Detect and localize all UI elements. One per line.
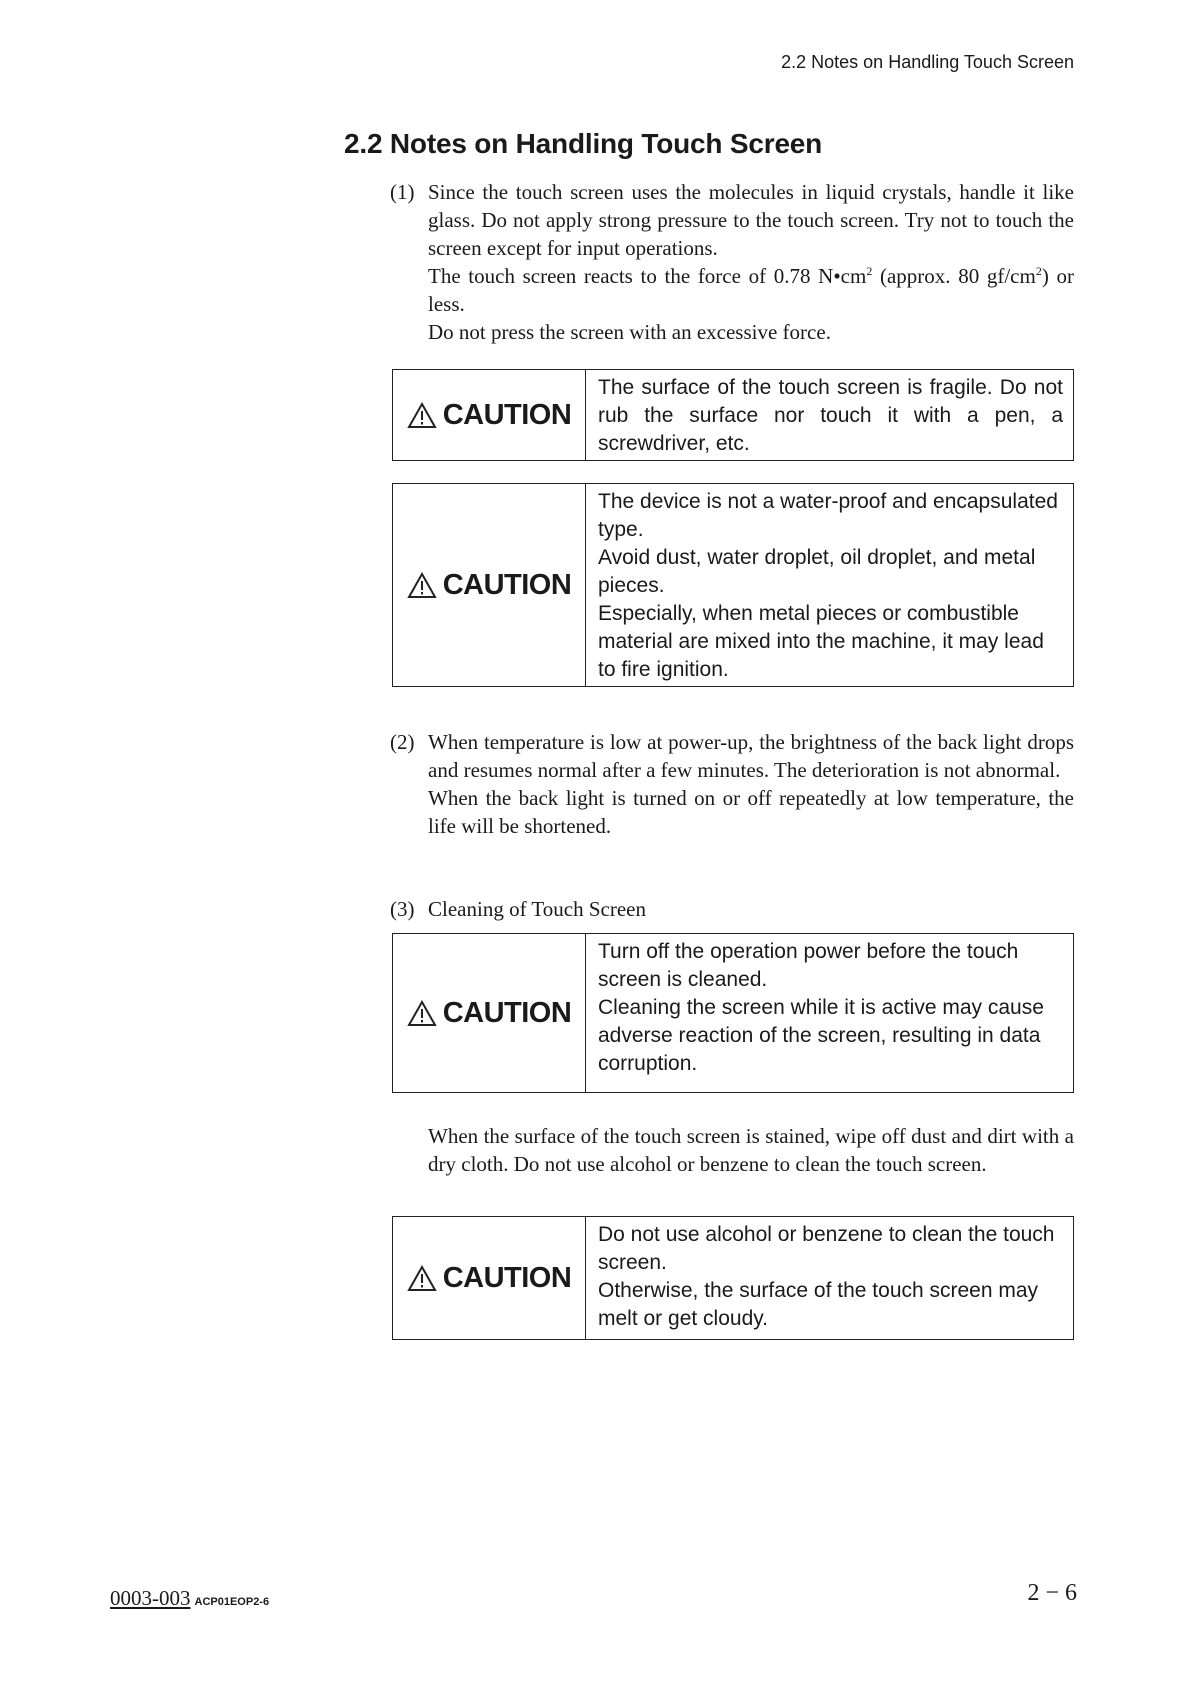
caution-message: Turn off the operation power before the touch screen is cleaned. Cleaning the screen while it is active may cause adverse reaction of the screen, resulting in data corruption. bbox=[598, 940, 1044, 1075]
footer-doc-code: 0003-003 ACP01EOP2-6 bbox=[110, 1586, 270, 1610]
caution-message: Do not use alcohol or benzene to clean the touch screen. Otherwise, the surface of the touch screen may melt or get cloudy. bbox=[598, 1223, 1055, 1330]
note-item-1 bbox=[390, 178, 1074, 346]
warning-triangle-icon bbox=[407, 572, 437, 599]
caution-box-power-off bbox=[392, 933, 1074, 1093]
note-heading: Cleaning of Touch Screen bbox=[428, 897, 646, 921]
warning-triangle-icon bbox=[407, 1265, 437, 1292]
caution-label: CAUTION bbox=[393, 484, 586, 686]
note-item-2 bbox=[390, 728, 1074, 840]
note-text: Do not press the screen with an excessive force. bbox=[428, 320, 831, 344]
note-number: (1) bbox=[390, 180, 415, 204]
section-title: 2.2 Notes on Handling Touch Screen bbox=[344, 128, 823, 159]
page-number: 2 − 6 bbox=[1027, 1580, 1077, 1606]
caution-label: CAUTION bbox=[393, 934, 586, 1092]
warning-triangle-icon bbox=[407, 1000, 437, 1027]
note-text: Since the touch screen uses the molecules in liquid crystals, handle it like glass. Do not apply strong pressure to the touch screen. Try not to touch the screen except for input operations. bbox=[428, 180, 1074, 260]
note-text: When the back light is turned on or off repeatedly at low temperature, the life will be shortened. bbox=[428, 786, 1074, 838]
caution-box-fragile bbox=[392, 369, 1074, 461]
caution-box-alcohol bbox=[392, 1216, 1074, 1340]
warning-triangle-icon bbox=[407, 402, 437, 429]
caution-label: CAUTION bbox=[393, 370, 586, 460]
caution-box-waterproof bbox=[392, 483, 1074, 687]
running-header: 2.2 Notes on Handling Touch Screen bbox=[781, 52, 1074, 72]
note-text-force: The touch screen reacts to the force of 0.78 $N•cm^2$ (approx. 80 $gf/cm^2$) or less. bbox=[428, 264, 1074, 316]
cleaning-note: When the surface of the touch screen is stained, wipe off dust and dirt with a dry cloth. Do not use alcohol or benzene to clean the touch screen. bbox=[428, 1124, 1074, 1176]
note-text: When temperature is low at power-up, the brightness of the back light drops and resumes normal after a few minutes. The deterioration is not abnormal. bbox=[428, 730, 1074, 782]
note-number: (2) bbox=[390, 730, 415, 754]
caution-message: The device is not a water-proof and encapsulated type. Avoid dust, water droplet, oil droplet, and metal pieces. Especially, when metal pieces or combustible material are mixed into the machine, it may lead to fire ignition. bbox=[598, 490, 1058, 681]
caution-message: The surface of the touch screen is fragile. Do not rub the surface nor touch it with a pen, a screwdriver, etc. bbox=[598, 376, 1063, 455]
note-item-3 bbox=[390, 895, 1074, 923]
caution-label: CAUTION bbox=[393, 1217, 586, 1339]
note-number: (3) bbox=[390, 897, 415, 921]
